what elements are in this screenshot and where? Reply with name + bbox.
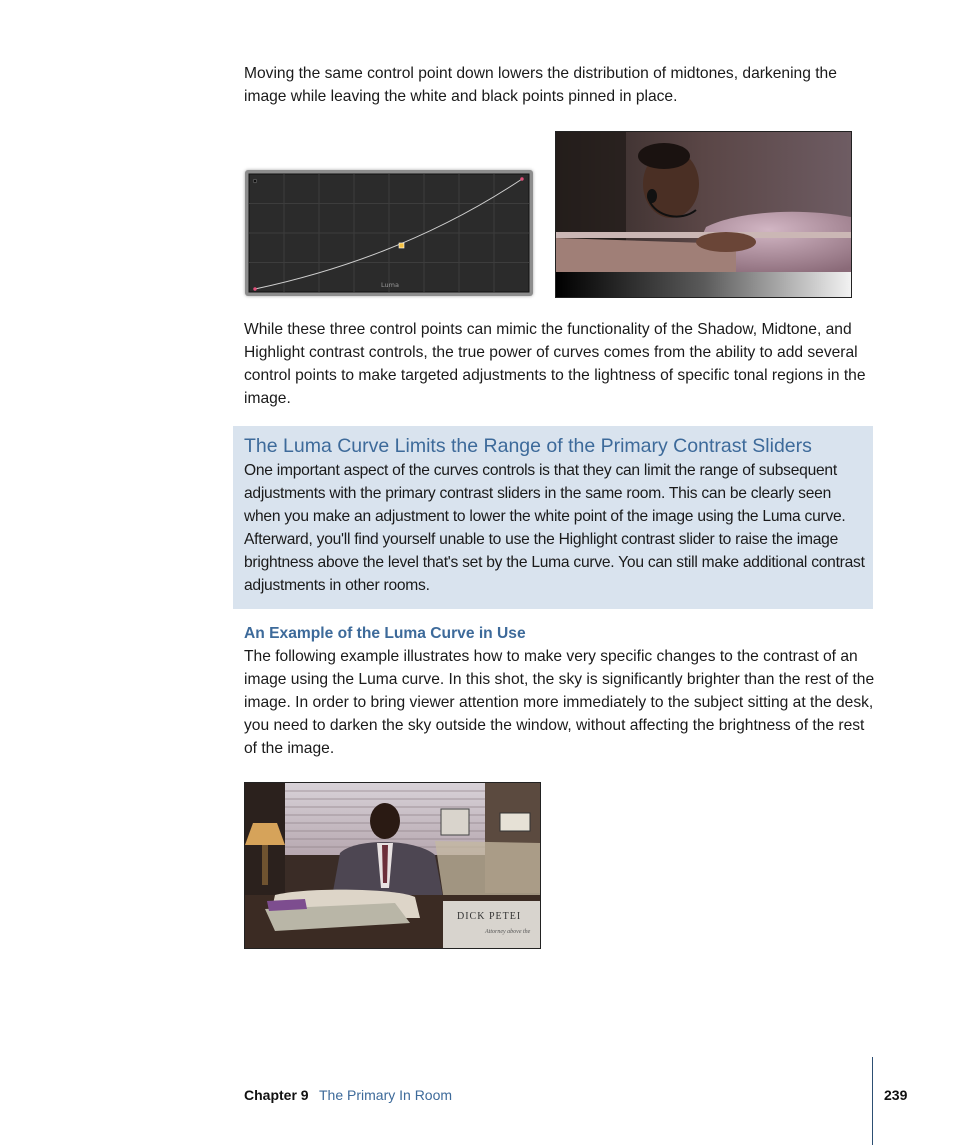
luma-curve-graph [245,170,533,296]
callout-body: One important aspect of the curves controls is that they can limit the range of subsequent adjustments with the primary contrast sliders in the same room. This can be clearly seen when you make an adjustment to lower the white point of the image using the Luma curve. Afterward, you'll find yourself unable to use the Highlight contrast slider to raise the image brightness above the level that's set by the Luma curve. You can still make additional contrast adjustments in other rooms. [244,462,865,594]
intro-paragraph: Moving the same control point down lowers the distribution of midtones, darkening the image while leaving the white and black points pinned in place. [244,65,837,105]
nameplate-subtext: Attorney above the [485,929,531,935]
office-desk-photo [244,782,541,949]
footer-chapter: Chapter 9 [244,1087,309,1103]
luma-curve-figure [245,170,533,296]
headset-man-image [556,132,851,297]
headset-man-photo [555,131,852,298]
black-point-handle[interactable] [253,287,256,290]
footer-divider [872,1057,873,1145]
midtone-control-point[interactable] [399,243,404,248]
nameplate-text: DICK PETEI [457,911,522,922]
body-paragraph: While these three control points can mimic the functionality of the Shadow, Midtone, and Highlight contrast controls, the true power of curves comes from the ability to add several control points to make targeted adjustments to the lightness of specific tonal regions in the image. [244,321,866,407]
callout-title: The Luma Curve Limits the Range of the Primary Contrast Sliders [244,435,812,457]
section-heading: An Example of the Luma Curve in Use [244,625,526,642]
example-paragraph: The following example illustrates how to make very specific changes to the contrast of an image using the Luma curve. In this shot, the sky is significantly brighter than the rest of the image. In order to bring viewer attention more immediately to the subject sitting at the desk, you need to darken the sky outside the window, without affecting the brightness of the rest of the image. [244,648,875,757]
curve-corner-marker [253,179,257,183]
grayscale-ramp [556,272,851,297]
office-desk-image [245,783,540,948]
page-number: 239 [884,1087,908,1103]
white-point-handle[interactable] [520,177,523,180]
footer-chapter-title: The Primary In Room [319,1087,453,1103]
curve-label: Luma [381,281,399,289]
